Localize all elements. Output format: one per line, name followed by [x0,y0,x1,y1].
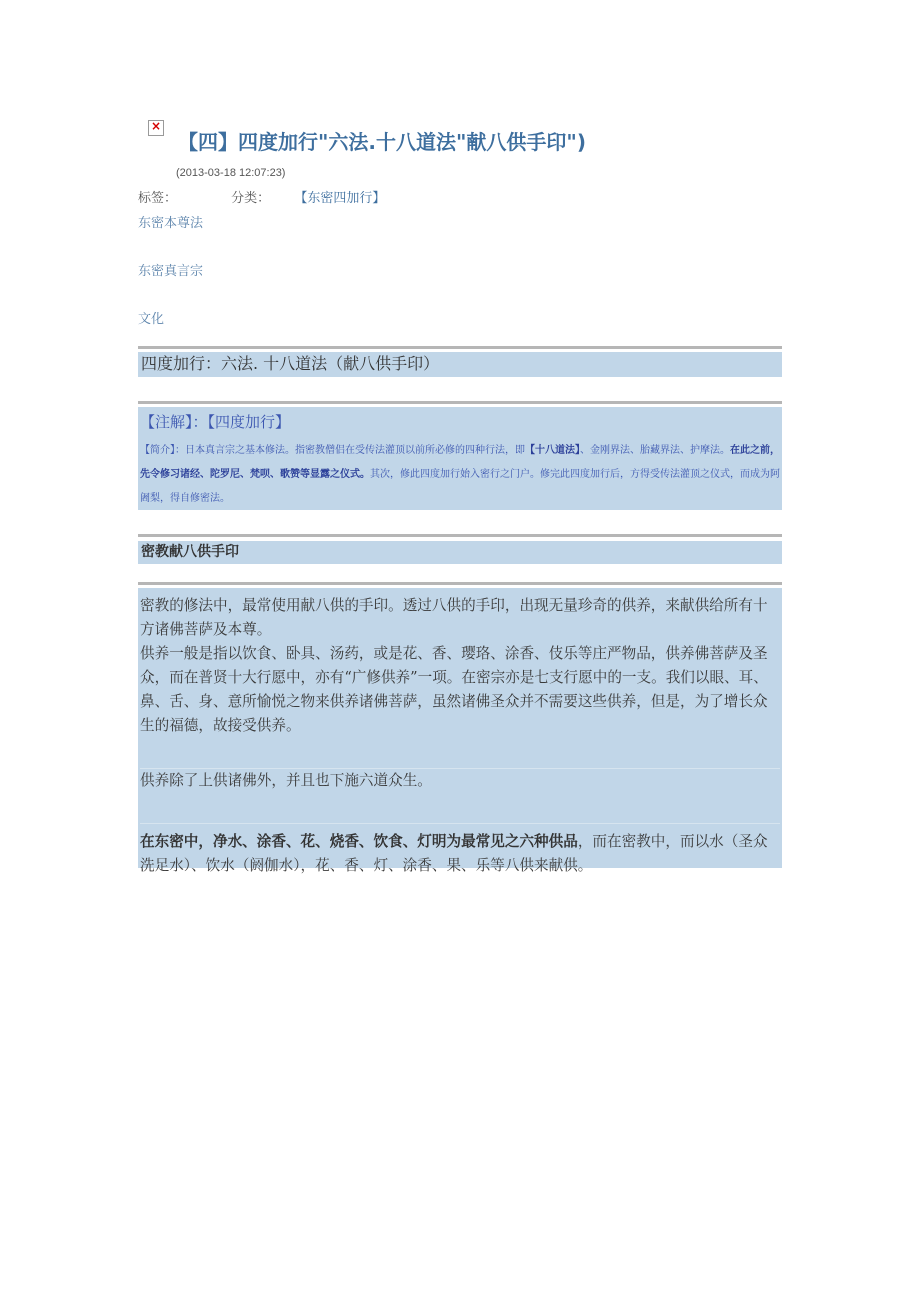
broken-image-icon: × [148,120,164,136]
paragraph [140,830,780,878]
body-block [138,588,782,874]
divider-rule [138,401,782,404]
spacer [140,793,780,824]
paragraph: 密教的修法中，最常使用献八供的手印。透过八供的手印，出现无量珍奇的供养，来献供给所有十方诸佛菩萨及本尊。 [140,597,768,638]
divider-rule [138,346,782,349]
tag-link-3[interactable]: 文化 [138,312,165,327]
post-date: (2013-03-18 12:07:23) [176,167,286,179]
tag-link-2[interactable]: 东密真言宗 [138,264,204,279]
note-bold-sentence: 在此之前，先令修习诸经、陀罗尼、梵呗、歌赞等显露之仪式。 [140,445,780,480]
spacer [140,738,780,769]
text-run: ，而在密教中，而以水（圣众洗足水）、饮水（阏伽水），花、香、灯、涂香、果、乐等八供来献供。 [140,833,768,874]
section-heading-1: 四度加行：六法. 十八道法（献八供手印） [138,352,782,377]
note-block [138,407,782,510]
note-text [138,433,782,511]
note-heading: 【注解】：【四度加行】 [140,413,291,431]
note-bold-term: 【十八道法】 [525,445,580,456]
category-link[interactable]: 【东密四加行】 [294,191,386,206]
divider-rule [138,582,782,585]
section-heading-2: 密教献八供手印 [138,541,782,564]
paragraph: 供养一般是指以饮食、卧具、汤药，或是花、香、璎珞、涂香、伎乐等庄严物品，供养佛菩萨及圣众，而在普贤十大行愿中，亦有“广修供养”一项。在密宗亦是七支行愿中的一支。我们以眼、耳、鼻、舌、身、意所愉悦之物来供养诸佛菩萨，虽然诸佛圣众并不需要这些供养，但是，为了增长众生的福德，故接受供养。 [140,645,768,734]
note-text-part: 其次，修此四度加行始入密行之门户。修完此四度加行后，方得受传法灌顶之仪式，而成为阿阇梨，得自修密法。 [140,469,780,504]
divider-rule [138,534,782,537]
paragraph: 供养除了上供诸佛外，并且也下施六道众生。 [140,772,432,789]
article-title: 【四】四度加行"六法.十八道法"献八供手印") [178,130,586,154]
body-text [138,588,782,878]
note-text-part: 、金刚界法、胎藏界法、护摩法。 [580,445,730,456]
tags-label: 标签： [138,191,178,206]
bold-phrase: 在东密中，净水、涂香、花、烧香、饮食、灯明为最常见之六种供品 [140,833,578,850]
note-text-part: 【简介】：日本真言宗之基本修法。指密教僧侣在受传法灌顶以前所必修的四种行法，即 [140,445,525,456]
meta-row [138,187,385,206]
tag-link-1[interactable]: 东密本尊法 [138,216,204,231]
category-label: 分类： [231,191,271,206]
